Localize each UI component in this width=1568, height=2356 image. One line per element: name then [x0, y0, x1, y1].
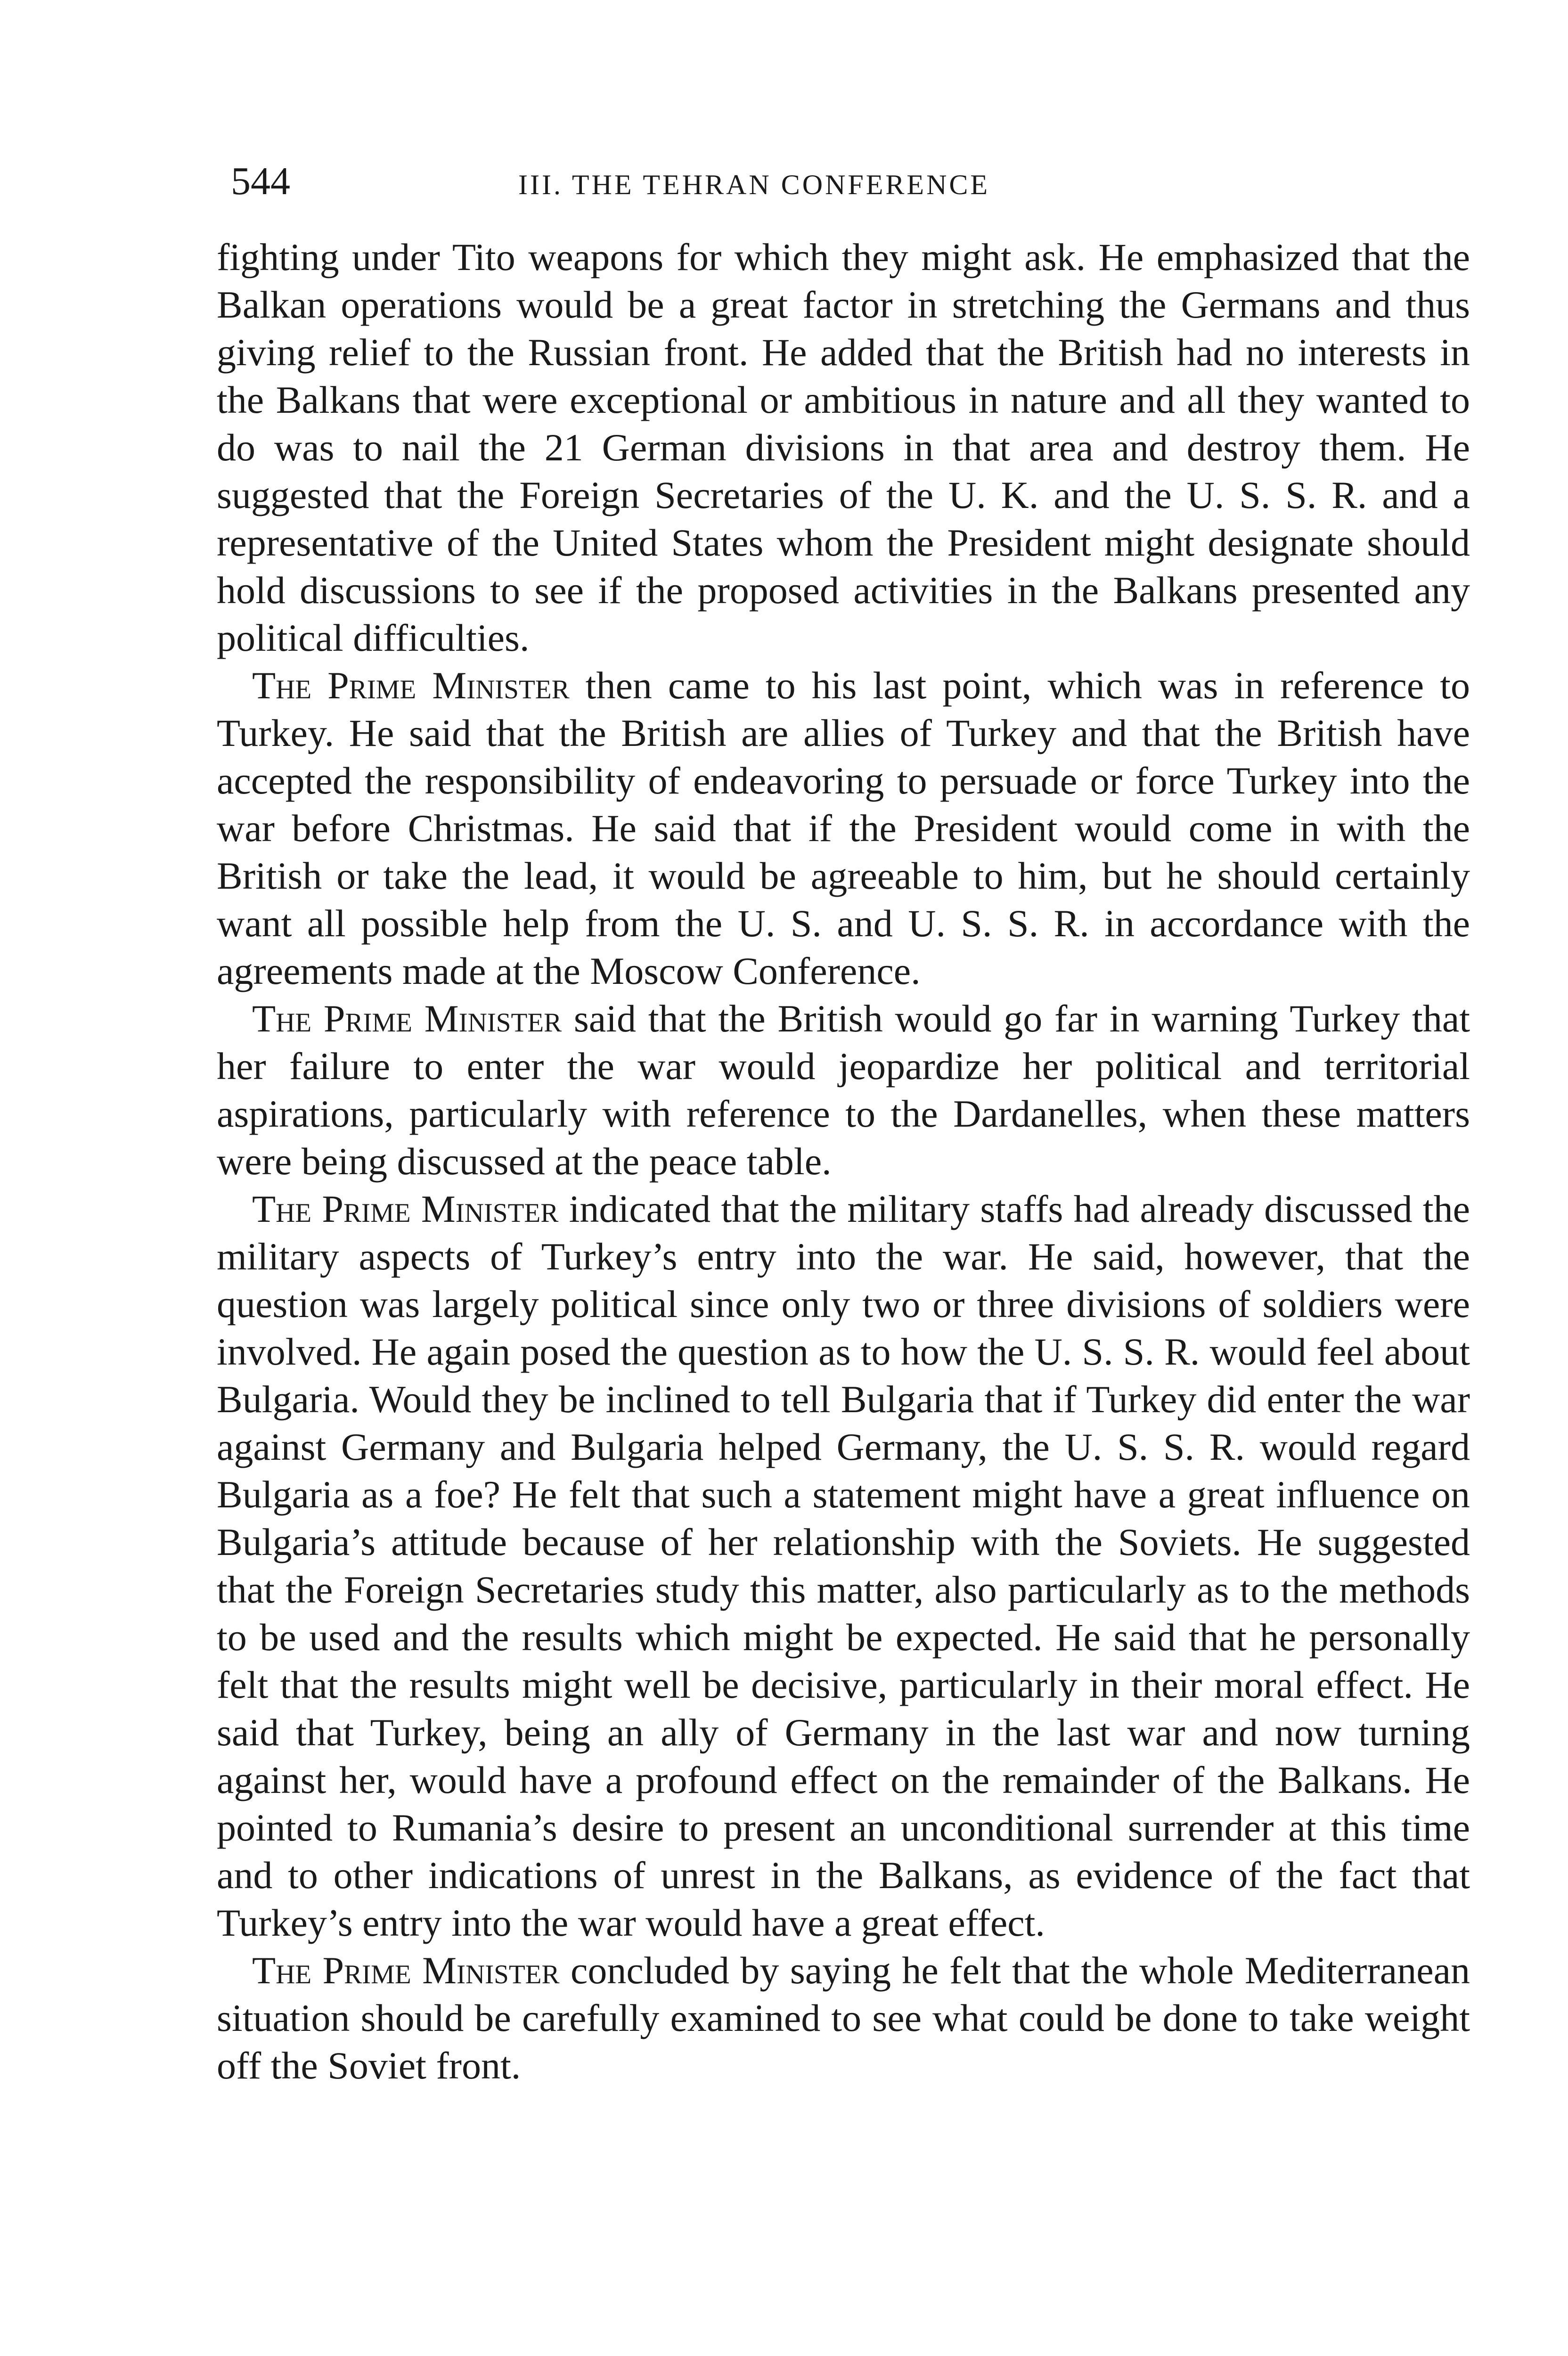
speaker-name: The Prime Minister [252, 1949, 560, 1992]
paragraph-3 [217, 995, 1470, 1185]
running-head: III. THE TEHRAN CONFERENCE [518, 169, 990, 200]
paragraph-text: fighting under Tito weapons for which they might ask. He emphasized that the Balkan operations would be a great factor in stretching the Germans and thus giving relief to the Russian front. He added that the British had no interests in the Balkans that were exceptional or ambitious in nature and all they wanted to do was to nail the 21 German divisions in that area and destroy them. He suggested that the Foreign Secretaries of the U. K. and the U. S. S. R. and a representative of the United States whom the President might designate should hold discussions to see if the proposed activities in the Balkans presented any political difficulties. [217, 236, 1470, 659]
paragraph-5 [217, 1947, 1470, 2089]
speaker-name: The Prime Minister [252, 1187, 559, 1230]
paragraph-text: then came to his last point, which was in reference to Turkey. He said that the British are allies of Turkey and that the British have accepted the responsibility of endeavoring to persuade or force Turkey into the war before Christmas. He said that if the President would come in with the British or take the lead, it would be agreeable to him, but he should certainly want all possible help from the U. S. and U. S. S. R. in accordance with the agreements made at the Moscow Conference. [217, 664, 1470, 992]
speaker-name: The Prime Minister [252, 997, 562, 1040]
paragraph-text: concluded by saying he felt that the whole Mediterranean situation should be carefully examined to see what could be done to take weight off the Soviet front. [217, 1949, 1470, 2087]
paragraph-text: said that the British would go far in warning Turkey that her failure to enter the war would jeopardize her political and territorial aspirations, particularly with reference to the Dardanelles, when these matters were being discussed at the peace table. [217, 997, 1470, 1183]
paragraph-4 [217, 1185, 1470, 1947]
paragraph-2 [217, 662, 1470, 995]
body-text [217, 233, 1470, 2089]
page-header [217, 155, 1461, 212]
paragraph-text: indicated that the military staffs had already discussed the military aspects of Turkey’s entry into the war. He said, however, that the question was largely political since only two or three divisions of soldiers were involved. He again posed the question as to how the U. S. S. R. would feel about Bulgaria. Would they be inclined to tell Bulgaria that if Turkey did enter the war against Germany and Bulgaria helped Germany, the U. S. S. R. would regard Bulgaria as a foe? He felt that such a statement might have a great influence on Bulgaria’s attitude because of her relationship with the Soviets. He suggested that the Foreign Secretaries study this matter, also particularly as to the methods to be used and the results which might be expected. He said that he personally felt that the results might well be decisive, particularly in their moral effect. He said that Turkey, being an ally of Germany in the last war and now turning against her, would have a profound effect on the remainder of the Balkans. He pointed to Rumania’s desire to present an unconditional surrender at this time and to other indications of unrest in the Balkans, as evidence of the fact that Turkey’s entry into the war would have a great effect. [217, 1187, 1470, 1944]
speaker-name: The Prime Minister [252, 664, 570, 707]
paragraph-1 [217, 233, 1470, 662]
page-number: 544 [231, 159, 290, 203]
